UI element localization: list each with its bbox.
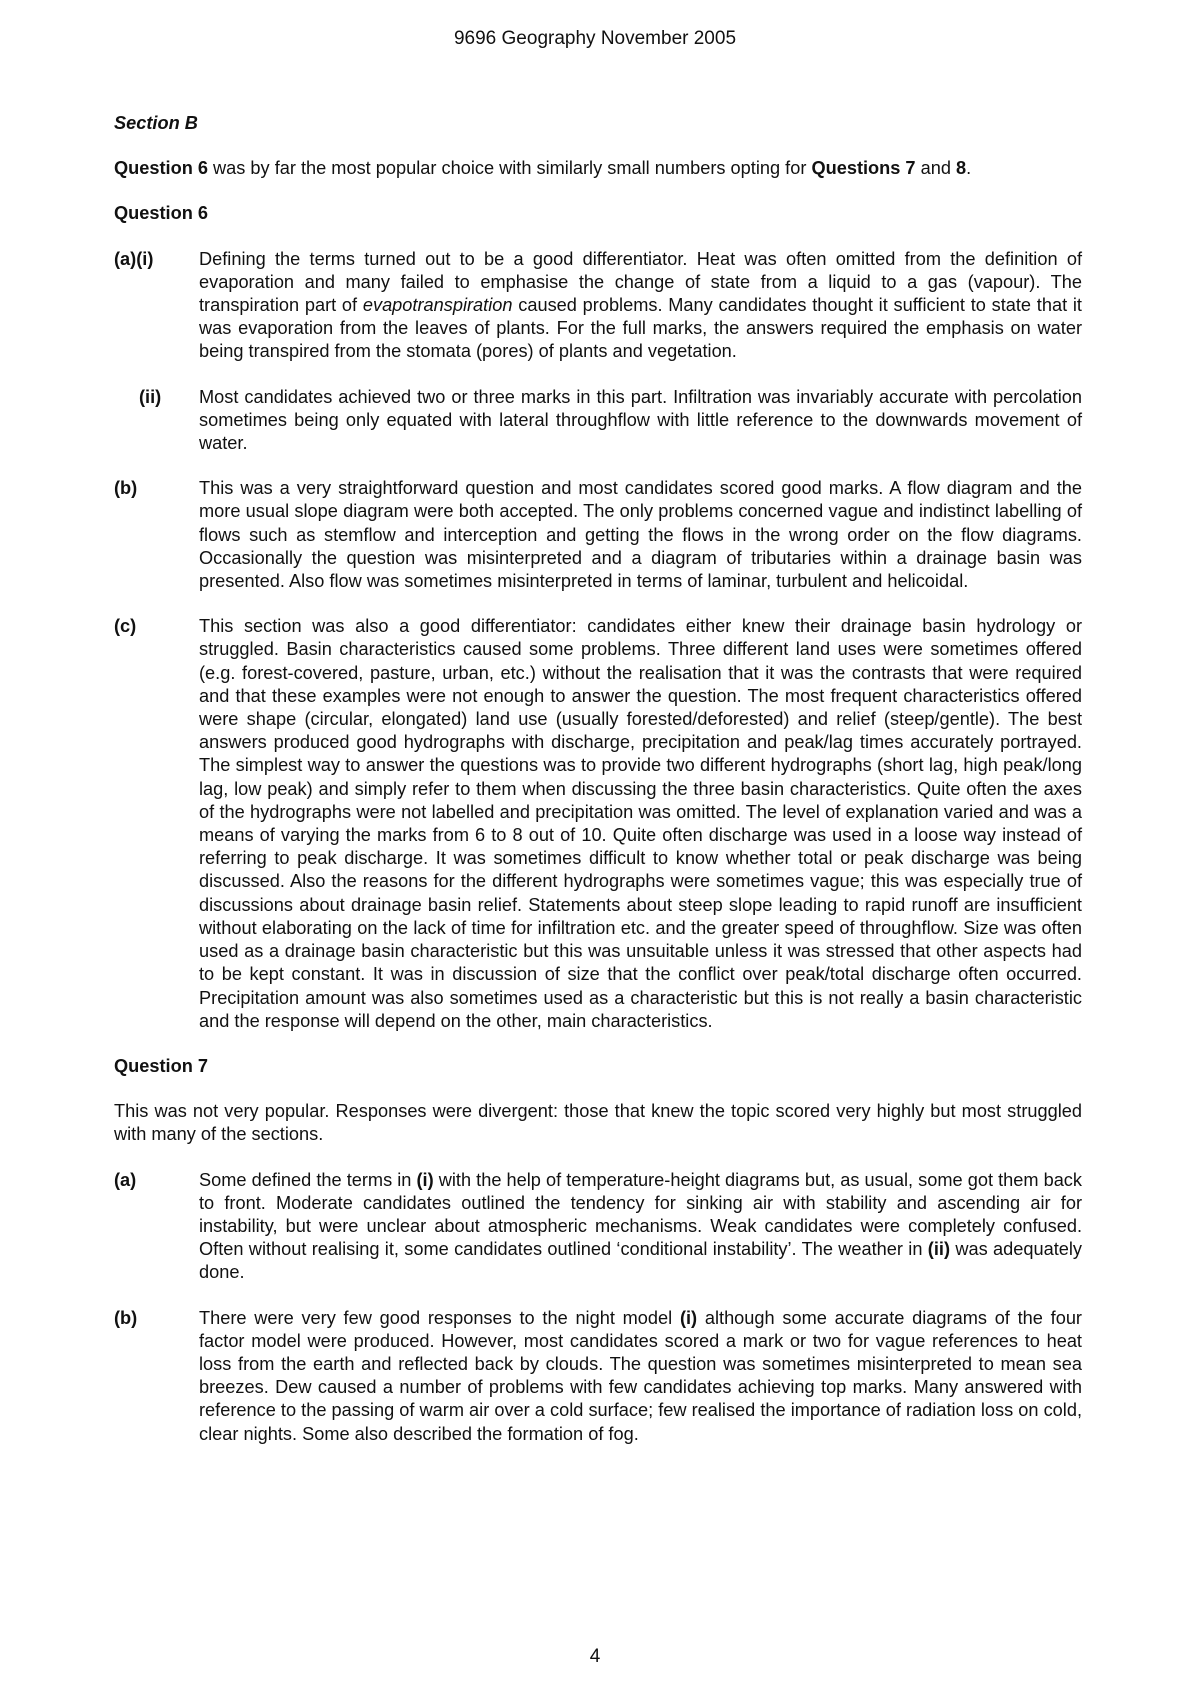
page-number: 4 <box>589 1646 601 1667</box>
q7-b-bold-1: (i) <box>679 1307 698 1328</box>
q7-b <box>114 1307 1082 1446</box>
q6-a-i <box>114 248 1082 364</box>
q7-b-label: (b) <box>114 1307 138 1328</box>
q6-b-label: (b) <box>114 478 138 499</box>
section-intro <box>114 157 1082 180</box>
question-6-title: Question 6 <box>114 203 208 224</box>
q6-b-text: This was a very straightforward question and most candidates scored good marks. A flow diagram and the more usual slope diagram were both accepted. The only problems concerned vague and indistinct labelling of flows such as stemflow and interception and getting the flows in the wrong order on the flow diagrams. Occasionally the question was misinterpreted and a diagram of tributaries within a drainage basin was presented. Also flow was sometimes misinterpreted in terms of laminar, turbulent and helicoidal. <box>199 478 1082 592</box>
q6-a-i-text-1: Defining the terms turned out to be a good differentiator. Heat was often omitted from the definition of evaporation and many failed to emphasise the change of state from a liquid to a gas (vapour). The transpiration part of <box>199 248 1082 316</box>
q7-a-text <box>199 1169 1082 1285</box>
q6-c <box>114 615 1082 1033</box>
section-title: Section B <box>114 113 198 133</box>
intro-and: and <box>915 158 957 179</box>
q7-a-label: (a) <box>114 1169 137 1190</box>
q6-a-ii <box>114 386 1082 456</box>
intro-q6: Question 6 <box>114 158 208 179</box>
intro-q8: 8 <box>956 158 967 179</box>
q6-a-i-label: (a)(i) <box>114 248 154 269</box>
q6-c-text: This section was also a good differentiator: candidates either knew their drainage basin hydrology or struggled. Basin characteristics caused some problems. Three different land uses were sometimes offered (e.g. forest-covered, pasture, urban, etc.) without the realisation that it was the contrasts that were required and that these examples were not enough to answer the question. The most frequent characteristics offered were shape (circular, elongated) land use (usually forested/deforested) and relief (steep/gentle). The best answers produced good hydrographs with discharge, precipitation and peak/lag times accurately portrayed. The simplest way to answer the questions was to provide two different hydrographs (short lag, high peak/long lag, low peak) and simply refer to them when discussing the three basin characteristics. Quite often the axes of the hydrographs were not labelled and precipitation was omitted. The level of explanation varied and was a means of varying the marks from 6 to 8 out of 10. Quite often discharge was used in a loose way instead of referring to peak discharge. It was sometimes difficult to know whether total or peak discharge was being discussed. Also the reasons for the different hydrographs were sometimes vague; this was especially true of discussions about drainage basin relief. Statements about steep slope leading to rapid runoff are insufficient without elaborating on the lack of time for infiltration etc. and the greater speed of throughflow. Size was often used as a drainage basin characteristic but this was unsuitable unless it was stressed that other aspects had to be kept constant. It was in discussion of size that the conflict over peak/total discharge often occurred. Precipitation amount was also sometimes used as a characteristic but this is not really a basin characteristic and the response will depend on the other, main characteristics. <box>199 616 1082 1031</box>
document-body <box>114 112 1082 1468</box>
intro-mid: was by far the most popular choice with similarly small numbers opting for <box>207 158 812 179</box>
q6-a-ii-text: Most candidates achieved two or three marks in this part. Infiltration was invariably accurate with percolation sometimes being only equated with lateral throughflow with little reference to the downwards movement of water. <box>199 386 1082 454</box>
q7-a-text-1: Some defined the terms in <box>199 1169 417 1190</box>
q7-a-text-2: with the help of temperature-height diagrams but, as usual, some got them back to front. Moderate candidates outlined the tendency for sinking air with stability and ascending air for instability, but were unclear about atmospheric mechanisms. Weak candidates were completely confused. Often without realising it, some candidates outlined ‘conditional instability’. The weather in <box>199 1169 1082 1260</box>
q7-b-text-1: There were very few good responses to the night model <box>199 1307 680 1328</box>
page-header: 9696 Geography November 2005 <box>453 28 737 49</box>
q7-a-bold-1: (i) <box>416 1169 434 1190</box>
q6-c-label: (c) <box>114 616 137 637</box>
q6-b <box>114 477 1082 593</box>
q7-b-text-2: although some accurate diagrams of the four factor model were produced. However, most candidates scored a mark or two for vague references to heat loss from the earth and reflected back by clouds. The question was sometimes misinterpreted to mean sea breezes. Dew caused a number of problems with few candidates achieving top marks. Many answered with reference to the passing of warm air over a cold surface; few realised the importance of radiation loss on cold, clear nights. Some also described the formation of fog. <box>199 1307 1082 1444</box>
q6-a-i-text-2: caused problems. Many candidates thought it sufficient to state that it was evaporation from the leaves of plants. For the full marks, the answers required the emphasis on water being transpired from the stomata (pores) of plants and vegetation. <box>199 295 1082 362</box>
q6-a-i-text <box>199 248 1082 364</box>
intro-q7: Questions 7 <box>811 158 916 179</box>
q7-a <box>114 1169 1082 1285</box>
q7-intro: This was not very popular. Responses were divergent: those that knew the topic scored very highly but most struggled with many of the sections. <box>114 1101 1082 1145</box>
question-7-title: Question 7 <box>114 1055 208 1076</box>
q6-a-ii-label: (ii) <box>139 386 162 407</box>
q7-b-text <box>199 1307 1082 1446</box>
q7-a-text-3: was adequately done. <box>199 1239 1082 1283</box>
q6-a-i-italic: evapotranspiration <box>362 295 513 316</box>
intro-end: . <box>966 158 972 179</box>
q7-a-bold-2: (ii) <box>927 1239 951 1260</box>
